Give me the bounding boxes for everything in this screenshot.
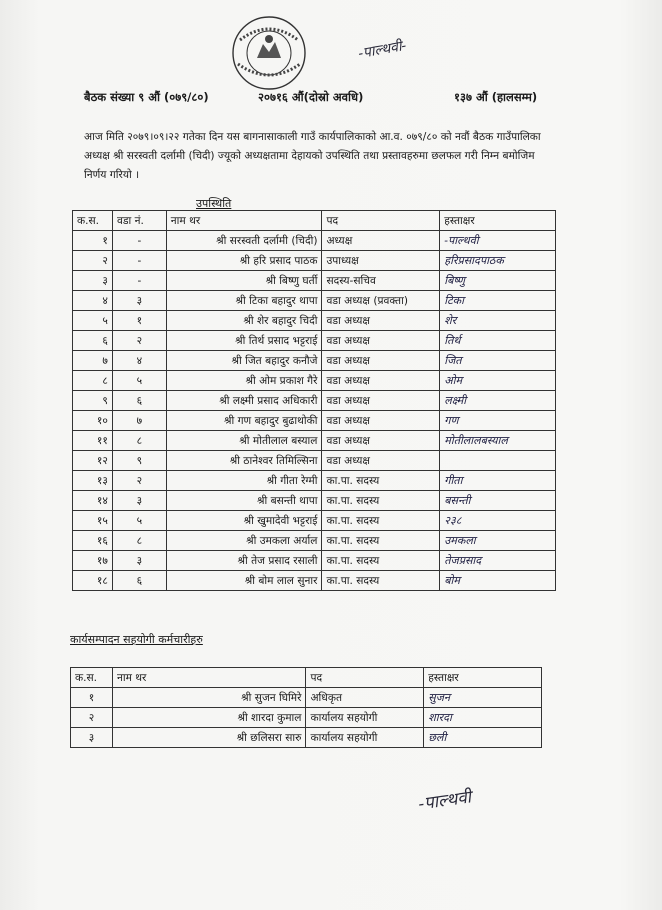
attendance-row: [73, 431, 556, 451]
header-ward: वडा नं.: [112, 211, 166, 231]
row-name: श्री उमकला अर्याल: [166, 531, 322, 551]
staff-header-row: [71, 668, 542, 688]
row-ward: २: [112, 471, 166, 491]
row-signature: शेर: [440, 311, 556, 331]
row-post: का.पा. सदस्य: [322, 551, 440, 571]
row-sn: १४: [73, 491, 113, 511]
attendance-row: [73, 291, 556, 311]
row-post: का.पा. सदस्य: [322, 511, 440, 531]
meeting-number: बैठक संख्या ९ औं (०७९/८०): [84, 90, 209, 104]
row-post: का.पा. सदस्य: [322, 571, 440, 591]
row-name: श्री गण बहादुर बुढाथोकी: [166, 411, 322, 431]
staff-header-post: पद: [306, 668, 424, 688]
municipality-seal: [230, 14, 308, 92]
row-post: का.पा. सदस्य: [322, 491, 440, 511]
row-signature: -पाल्थवी: [440, 231, 556, 251]
row-ward: -: [112, 271, 166, 291]
row-sn: ६: [73, 331, 113, 351]
attendance-table: [72, 210, 556, 591]
row-signature: ओम: [440, 371, 556, 391]
row-sn: १५: [73, 511, 113, 531]
header-sn: क.स.: [73, 211, 113, 231]
staff-row-post: कार्यालय सहयोगी: [306, 708, 424, 728]
staff-row: [71, 688, 542, 708]
staff-row-sn: २: [71, 708, 113, 728]
row-post: वडा अध्यक्ष: [322, 351, 440, 371]
staff-table: [70, 667, 542, 748]
row-ward: ८: [112, 531, 166, 551]
attendance-row: [73, 271, 556, 291]
staff-row: [71, 728, 542, 748]
row-signature: बोम: [440, 571, 556, 591]
row-signature: जित: [440, 351, 556, 371]
attendance-header-row: [73, 211, 556, 231]
row-ward: ८: [112, 431, 166, 451]
attendance-row: [73, 451, 556, 471]
row-post: वडा अध्यक्ष: [322, 311, 440, 331]
attendance-row: [73, 531, 556, 551]
row-name: श्री ओम प्रकाश गैरे: [166, 371, 322, 391]
row-signature: हरिप्रसादपाठक: [440, 251, 556, 271]
row-ward: २: [112, 331, 166, 351]
intro-paragraph: आज मिति २०७९।०९।२२ गतेका दिन यस बागनासाकाली गाउँ कार्यपालिकाको आ.व. ०७९/८० को नवौं बैठक गाउँपालिका अध्यक्ष श्री सरस्वती दर्लामी (चिदी) ज्यूको अध्यक्षतामा देहायको उपस्थिति तथा प्रस्तावहरुमा छलफल गरी निम्न बमोजिम निर्णय गरियो ।: [84, 131, 541, 181]
row-name: श्री मोतीलाल बस्याल: [166, 431, 322, 451]
row-signature: गण: [440, 411, 556, 431]
row-post: वडा अध्यक्ष: [322, 391, 440, 411]
row-post: का.पा. सदस्य: [322, 531, 440, 551]
row-name: श्री बिष्णु घर्ती: [166, 271, 322, 291]
row-signature: [440, 451, 556, 471]
row-sn: १८: [73, 571, 113, 591]
row-name: श्री तिर्थ प्रसाद भट्टराई: [166, 331, 322, 351]
top-signature: -पाल्थवी-: [357, 37, 408, 63]
attendance-row: [73, 571, 556, 591]
row-ward: ३: [112, 291, 166, 311]
staff-header-sn: क.स.: [71, 668, 113, 688]
row-name: श्री बसन्ती थापा: [166, 491, 322, 511]
row-ward: ९: [112, 451, 166, 471]
row-sn: २: [73, 251, 113, 271]
row-signature: बसन्ती: [440, 491, 556, 511]
attendance-row: [73, 491, 556, 511]
row-name: श्री तेज प्रसाद रसाली: [166, 551, 322, 571]
attendance-row: [73, 391, 556, 411]
row-name: श्री टिका बहादुर थापा: [166, 291, 322, 311]
row-name: श्री शेर बहादुर चिदी: [166, 311, 322, 331]
row-post: अध्यक्ष: [322, 231, 440, 251]
total-meeting-number: १३७ औं (हालसम्म): [454, 90, 538, 104]
row-ward: ३: [112, 551, 166, 571]
row-post: का.पा. सदस्य: [322, 471, 440, 491]
staff-row-sn: १: [71, 688, 113, 708]
attendance-title: उपस्थिति: [196, 197, 232, 210]
staff-row-name: श्री छलिसरा सारु: [112, 728, 306, 748]
row-signature: टिका: [440, 291, 556, 311]
attendance-row: [73, 311, 556, 331]
header-post: पद: [322, 211, 440, 231]
attendance-row: [73, 511, 556, 531]
attendance-row: [73, 471, 556, 491]
row-signature: तेजप्रसाद: [440, 551, 556, 571]
row-post: वडा अध्यक्ष (प्रवक्ता): [322, 291, 440, 311]
staff-row-post: कार्यालय सहयोगी: [306, 728, 424, 748]
row-sn: ३: [73, 271, 113, 291]
bottom-signature: -पाल्थवी: [417, 787, 473, 815]
row-signature: बिष्णु: [440, 271, 556, 291]
row-name: श्री सरस्वती दर्लामी (चिदी): [166, 231, 322, 251]
attendance-row: [73, 411, 556, 431]
row-ward: ६: [112, 391, 166, 411]
row-ward: ७: [112, 411, 166, 431]
term-meeting-number: २०७१६ औं(दोस्रो अवधि): [258, 90, 364, 104]
row-sn: १: [73, 231, 113, 251]
row-sn: ११: [73, 431, 113, 451]
staff-row-signature: छली: [424, 728, 542, 748]
row-sn: ५: [73, 311, 113, 331]
staff-row-sn: ३: [71, 728, 113, 748]
row-post: वडा अध्यक्ष: [322, 451, 440, 471]
attendance-row: [73, 331, 556, 351]
row-sn: १२: [73, 451, 113, 471]
header-name: नाम थर: [166, 211, 322, 231]
attendance-row: [73, 251, 556, 271]
row-post: सदस्य-सचिव: [322, 271, 440, 291]
staff-row-name: श्री शारदा कुमाल: [112, 708, 306, 728]
row-name: श्री खुमादेवी भट्टराई: [166, 511, 322, 531]
row-post: उपाध्यक्ष: [322, 251, 440, 271]
attendance-row: [73, 371, 556, 391]
row-post: वडा अध्यक्ष: [322, 331, 440, 351]
row-name: श्री गीता रेग्मी: [166, 471, 322, 491]
row-post: वडा अध्यक्ष: [322, 431, 440, 451]
attendance-row: [73, 231, 556, 251]
row-signature: उमकला: [440, 531, 556, 551]
row-signature: गीता: [440, 471, 556, 491]
row-signature: तिर्थ: [440, 331, 556, 351]
row-name: श्री ठानेश्वर तिमिल्सिना: [166, 451, 322, 471]
row-sn: ४: [73, 291, 113, 311]
row-ward: १: [112, 311, 166, 331]
row-sn: ९: [73, 391, 113, 411]
row-sn: ८: [73, 371, 113, 391]
row-sn: १६: [73, 531, 113, 551]
staff-row-signature: सुजन: [424, 688, 542, 708]
row-ward: ३: [112, 491, 166, 511]
row-signature: लक्ष्मी: [440, 391, 556, 411]
row-ward: ५: [112, 511, 166, 531]
row-signature: मोतीलालबस्याल: [440, 431, 556, 451]
row-sn: १३: [73, 471, 113, 491]
staff-row-post: अधिकृत: [306, 688, 424, 708]
staff-row-name: श्री सुजन घिमिरे: [112, 688, 306, 708]
row-sn: १७: [73, 551, 113, 571]
row-ward: ६: [112, 571, 166, 591]
staff-row: [71, 708, 542, 728]
row-name: श्री लक्ष्मी प्रसाद अधिकारी: [166, 391, 322, 411]
row-post: वडा अध्यक्ष: [322, 411, 440, 431]
staff-header-name: नाम थर: [112, 668, 306, 688]
row-ward: ५: [112, 371, 166, 391]
staff-title: कार्यसम्पादन सहयोगी कर्मचारीहरु: [70, 633, 203, 646]
row-post: वडा अध्यक्ष: [322, 371, 440, 391]
row-sn: १०: [73, 411, 113, 431]
attendance-row: [73, 351, 556, 371]
row-ward: ४: [112, 351, 166, 371]
row-sn: ७: [73, 351, 113, 371]
row-ward: -: [112, 231, 166, 251]
row-name: श्री बोम लाल सुनार: [166, 571, 322, 591]
staff-header-signature: हस्ताक्षर: [424, 668, 542, 688]
row-name: श्री हरि प्रसाद पाठक: [166, 251, 322, 271]
staff-row-signature: शारदा: [424, 708, 542, 728]
row-signature: २३८: [440, 511, 556, 531]
row-name: श्री जित बहादुर कनौजे: [166, 351, 322, 371]
row-ward: -: [112, 251, 166, 271]
header-signature: हस्ताक्षर: [440, 211, 556, 231]
attendance-row: [73, 551, 556, 571]
